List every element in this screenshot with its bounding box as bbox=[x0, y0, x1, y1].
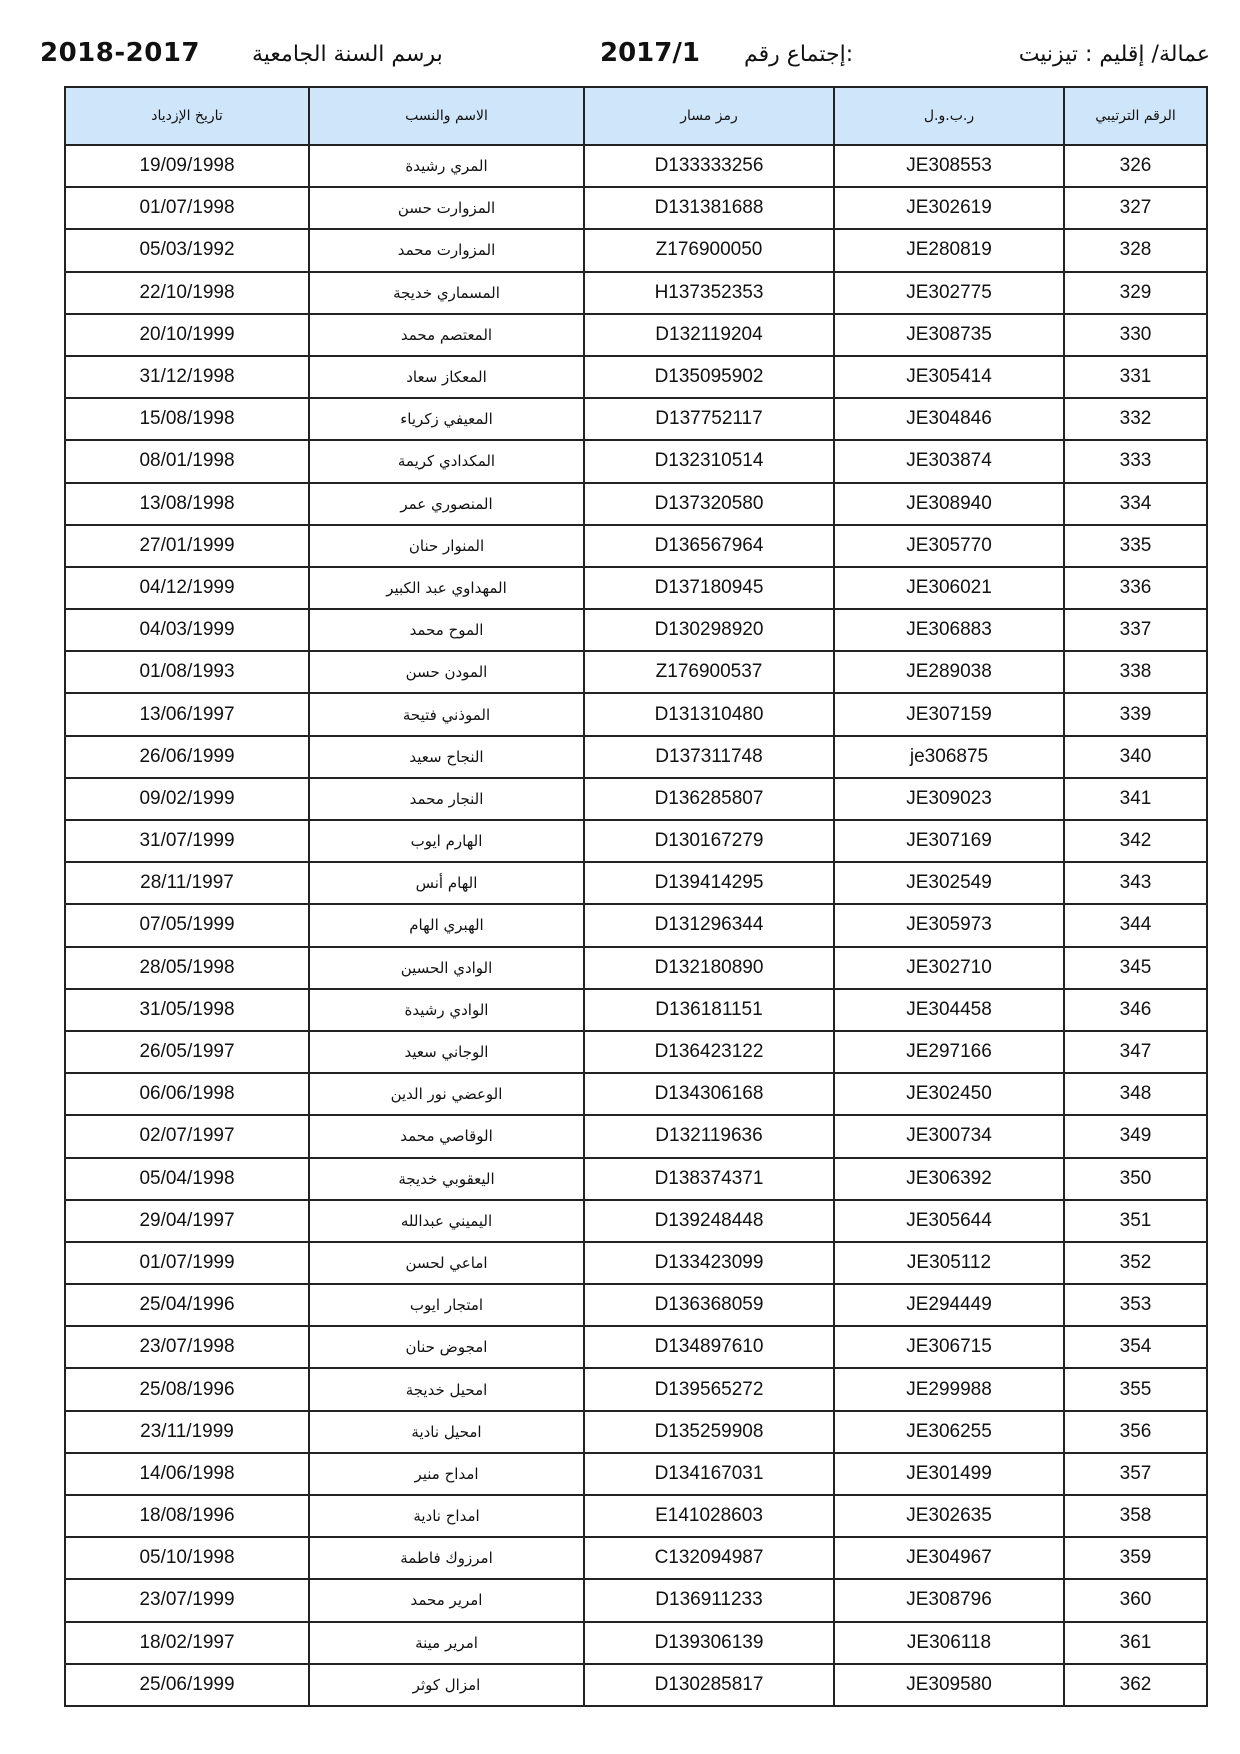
serial-number-cell: 347 bbox=[1064, 1031, 1207, 1073]
full-name-cell: امرزوك فاطمة bbox=[309, 1537, 584, 1579]
full-name-cell: النجار محمد bbox=[309, 778, 584, 820]
full-name-cell: المودن حسن bbox=[309, 651, 584, 693]
cne-cell: JE305112 bbox=[834, 1242, 1064, 1284]
serial-number-cell: 329 bbox=[1064, 272, 1207, 314]
cne-cell: JE308735 bbox=[834, 314, 1064, 356]
birth-date-cell: 20/10/1999 bbox=[65, 314, 309, 356]
full-name-cell: امحيل خديجة bbox=[309, 1368, 584, 1410]
full-name-cell: المزوارت حسن bbox=[309, 187, 584, 229]
table-row bbox=[65, 356, 1207, 398]
table-row bbox=[65, 1537, 1207, 1579]
serial-number-cell: 330 bbox=[1064, 314, 1207, 356]
table-row bbox=[65, 1453, 1207, 1495]
table-row bbox=[65, 862, 1207, 904]
cne-cell: JE306715 bbox=[834, 1326, 1064, 1368]
table-row bbox=[65, 1031, 1207, 1073]
table-row bbox=[65, 314, 1207, 356]
meeting-number: 2017/1 bbox=[600, 38, 700, 68]
massar-code-cell: D132119636 bbox=[584, 1115, 834, 1157]
birth-date-cell: 05/03/1992 bbox=[65, 229, 309, 271]
massar-code-cell: D131296344 bbox=[584, 904, 834, 946]
birth-date-cell: 25/08/1996 bbox=[65, 1368, 309, 1410]
cne-cell: JE302710 bbox=[834, 947, 1064, 989]
full-name-cell: النجاح سعيد bbox=[309, 736, 584, 778]
birth-date-cell: 28/05/1998 bbox=[65, 947, 309, 989]
birth-date-cell: 23/11/1999 bbox=[65, 1411, 309, 1453]
page-header bbox=[40, 38, 1210, 78]
cne-cell: JE305973 bbox=[834, 904, 1064, 946]
massar-code-cell: D131310480 bbox=[584, 693, 834, 735]
birth-date-cell: 23/07/1999 bbox=[65, 1579, 309, 1621]
cne-cell: JE280819 bbox=[834, 229, 1064, 271]
massar-code-cell: D132180890 bbox=[584, 947, 834, 989]
cne-cell: JE302635 bbox=[834, 1495, 1064, 1537]
massar-code-cell: D135259908 bbox=[584, 1411, 834, 1453]
cne-cell: JE302619 bbox=[834, 187, 1064, 229]
full-name-cell: امداح منير bbox=[309, 1453, 584, 1495]
full-name-cell: امحيل نادية bbox=[309, 1411, 584, 1453]
serial-number-cell: 345 bbox=[1064, 947, 1207, 989]
table-row bbox=[65, 1495, 1207, 1537]
table-row bbox=[65, 1158, 1207, 1200]
serial-number-cell: 350 bbox=[1064, 1158, 1207, 1200]
birth-date-cell: 26/05/1997 bbox=[65, 1031, 309, 1073]
birth-date-cell: 18/02/1997 bbox=[65, 1622, 309, 1664]
cne-cell: JE294449 bbox=[834, 1284, 1064, 1326]
full-name-cell: الوادي الحسين bbox=[309, 947, 584, 989]
full-name-cell: الهام أنس bbox=[309, 862, 584, 904]
massar-code-cell: D139414295 bbox=[584, 862, 834, 904]
full-name-cell: الهبري الهام bbox=[309, 904, 584, 946]
full-name-cell: امرير مينة bbox=[309, 1622, 584, 1664]
massar-code-cell: D136285807 bbox=[584, 778, 834, 820]
massar-code-cell: D139565272 bbox=[584, 1368, 834, 1410]
table-row bbox=[65, 272, 1207, 314]
birth-date-cell: 25/04/1996 bbox=[65, 1284, 309, 1326]
cne-cell: JE304846 bbox=[834, 398, 1064, 440]
serial-number-cell: 354 bbox=[1064, 1326, 1207, 1368]
full-name-cell: المزوارت محمد bbox=[309, 229, 584, 271]
massar-code-cell: Z176900537 bbox=[584, 651, 834, 693]
massar-code-cell: E141028603 bbox=[584, 1495, 834, 1537]
birth-date-cell: 31/07/1999 bbox=[65, 820, 309, 862]
cne-cell: JE302450 bbox=[834, 1073, 1064, 1115]
cne-cell: JE308940 bbox=[834, 483, 1064, 525]
full-name-cell: الهارم ايوب bbox=[309, 820, 584, 862]
table-header-row bbox=[65, 87, 1207, 145]
massar-code-cell: D136423122 bbox=[584, 1031, 834, 1073]
birth-date-cell: 05/10/1998 bbox=[65, 1537, 309, 1579]
birth-date-cell: 31/05/1998 bbox=[65, 989, 309, 1031]
massar-code-cell: H137352353 bbox=[584, 272, 834, 314]
serial-number-cell: 331 bbox=[1064, 356, 1207, 398]
birth-date-cell: 04/12/1999 bbox=[65, 567, 309, 609]
academic-year: 2018-2017 bbox=[40, 38, 201, 68]
table-row bbox=[65, 1326, 1207, 1368]
massar-code-cell: D139306139 bbox=[584, 1622, 834, 1664]
massar-code-cell: D130298920 bbox=[584, 609, 834, 651]
table-row bbox=[65, 989, 1207, 1031]
full-name-cell: الوعضي نور الدين bbox=[309, 1073, 584, 1115]
birth-date-cell: 25/06/1999 bbox=[65, 1664, 309, 1706]
cne-cell: JE309023 bbox=[834, 778, 1064, 820]
province-label: عمالة/ إقليم : تيزنيت bbox=[1018, 42, 1210, 67]
birth-date-cell: 05/04/1998 bbox=[65, 1158, 309, 1200]
cne-cell: JE289038 bbox=[834, 651, 1064, 693]
cne-cell: JE304458 bbox=[834, 989, 1064, 1031]
massar-code-cell: D133423099 bbox=[584, 1242, 834, 1284]
birth-date-cell: 06/06/1998 bbox=[65, 1073, 309, 1115]
massar-code-cell: D136368059 bbox=[584, 1284, 834, 1326]
full-name-cell: المكدادي كريمة bbox=[309, 440, 584, 482]
serial-number-cell: 328 bbox=[1064, 229, 1207, 271]
serial-number-cell: 336 bbox=[1064, 567, 1207, 609]
cne-cell: JE306118 bbox=[834, 1622, 1064, 1664]
cne-cell: JE301499 bbox=[834, 1453, 1064, 1495]
table-row bbox=[65, 398, 1207, 440]
serial-number-cell: 327 bbox=[1064, 187, 1207, 229]
serial-number-cell: 353 bbox=[1064, 1284, 1207, 1326]
full-name-cell: امداح نادية bbox=[309, 1495, 584, 1537]
serial-number-cell: 326 bbox=[1064, 145, 1207, 187]
cne-cell: JE305770 bbox=[834, 525, 1064, 567]
birth-date-cell: 19/09/1998 bbox=[65, 145, 309, 187]
academic-year-label: برسم السنة الجامعية bbox=[252, 42, 443, 67]
student-roster-table bbox=[64, 86, 1208, 1707]
massar-code-cell: D134897610 bbox=[584, 1326, 834, 1368]
cne-cell: JE306021 bbox=[834, 567, 1064, 609]
table-row bbox=[65, 820, 1207, 862]
table-row bbox=[65, 1664, 1207, 1706]
full-name-cell: الموذني فتيحة bbox=[309, 693, 584, 735]
full-name-cell: اماعي لحسن bbox=[309, 1242, 584, 1284]
cne-cell: JE305414 bbox=[834, 356, 1064, 398]
serial-number-cell: 362 bbox=[1064, 1664, 1207, 1706]
full-name-cell: المري رشيدة bbox=[309, 145, 584, 187]
massar-code-cell: D137180945 bbox=[584, 567, 834, 609]
full-name-cell: الموح محمد bbox=[309, 609, 584, 651]
full-name-cell: امجوض حنان bbox=[309, 1326, 584, 1368]
table-row bbox=[65, 1368, 1207, 1410]
cne-cell: JE304967 bbox=[834, 1537, 1064, 1579]
massar-code-cell: D136181151 bbox=[584, 989, 834, 1031]
birth-date-cell: 01/07/1998 bbox=[65, 187, 309, 229]
table-row bbox=[65, 778, 1207, 820]
massar-code-cell: D139248448 bbox=[584, 1200, 834, 1242]
serial-number-cell: 343 bbox=[1064, 862, 1207, 904]
birth-date-cell: 07/05/1999 bbox=[65, 904, 309, 946]
cne-cell: JE297166 bbox=[834, 1031, 1064, 1073]
serial-number-cell: 339 bbox=[1064, 693, 1207, 735]
serial-number-cell: 344 bbox=[1064, 904, 1207, 946]
table-row bbox=[65, 904, 1207, 946]
full-name-cell: المعتصم محمد bbox=[309, 314, 584, 356]
table-row bbox=[65, 187, 1207, 229]
full-name-cell: اليميني عبدالله bbox=[309, 1200, 584, 1242]
table-row bbox=[65, 1073, 1207, 1115]
serial-number-cell: 355 bbox=[1064, 1368, 1207, 1410]
table-row bbox=[65, 947, 1207, 989]
massar-code-cell: D132119204 bbox=[584, 314, 834, 356]
serial-number-cell: 340 bbox=[1064, 736, 1207, 778]
table-row bbox=[65, 483, 1207, 525]
cne-cell: JE303874 bbox=[834, 440, 1064, 482]
full-name-cell: امزال كوثر bbox=[309, 1664, 584, 1706]
cne-cell: JE305644 bbox=[834, 1200, 1064, 1242]
serial-number-cell: 332 bbox=[1064, 398, 1207, 440]
serial-number-cell: 351 bbox=[1064, 1200, 1207, 1242]
full-name-cell: المهداوي عبد الكبير bbox=[309, 567, 584, 609]
birth-date-cell: 13/06/1997 bbox=[65, 693, 309, 735]
full-name-cell: المعيفي زكرياء bbox=[309, 398, 584, 440]
birth-date-cell: 01/07/1999 bbox=[65, 1242, 309, 1284]
table-row bbox=[65, 1579, 1207, 1621]
table-row bbox=[65, 229, 1207, 271]
birth-date-cell: 22/10/1998 bbox=[65, 272, 309, 314]
serial-number-cell: 337 bbox=[1064, 609, 1207, 651]
birth-date-cell: 13/08/1998 bbox=[65, 483, 309, 525]
cne-cell: JE308553 bbox=[834, 145, 1064, 187]
massar-code-cell: D137752117 bbox=[584, 398, 834, 440]
serial-number-cell: 346 bbox=[1064, 989, 1207, 1031]
birth-date-cell: 27/01/1999 bbox=[65, 525, 309, 567]
birth-date-cell: 04/03/1999 bbox=[65, 609, 309, 651]
cne-cell: JE306255 bbox=[834, 1411, 1064, 1453]
full-name-cell: المسماري خديجة bbox=[309, 272, 584, 314]
cne-cell: JE307169 bbox=[834, 820, 1064, 862]
massar-code-cell: D133333256 bbox=[584, 145, 834, 187]
full-name-cell: امتجار ايوب bbox=[309, 1284, 584, 1326]
cne-cell: je306875 bbox=[834, 736, 1064, 778]
table-row bbox=[65, 1200, 1207, 1242]
massar-code-cell: D138374371 bbox=[584, 1158, 834, 1200]
cne-cell: JE300734 bbox=[834, 1115, 1064, 1157]
table-row bbox=[65, 145, 1207, 187]
full-name-cell: المعكاز سعاد bbox=[309, 356, 584, 398]
serial-number-cell: 334 bbox=[1064, 483, 1207, 525]
massar-code-cell: D135095902 bbox=[584, 356, 834, 398]
full-name-cell: اليعقوبي خديجة bbox=[309, 1158, 584, 1200]
full-name-cell: الوقاصي محمد bbox=[309, 1115, 584, 1157]
table-row bbox=[65, 693, 1207, 735]
column-header-cne: ر.ب.و.ل bbox=[834, 87, 1064, 145]
massar-code-cell: D137311748 bbox=[584, 736, 834, 778]
full-name-cell: المنصوري عمر bbox=[309, 483, 584, 525]
table-row bbox=[65, 1411, 1207, 1453]
birth-date-cell: 08/01/1998 bbox=[65, 440, 309, 482]
massar-code-cell: D137320580 bbox=[584, 483, 834, 525]
meeting-label: إجتماع رقم: bbox=[744, 42, 854, 67]
full-name-cell: المنوار حنان bbox=[309, 525, 584, 567]
serial-number-cell: 359 bbox=[1064, 1537, 1207, 1579]
serial-number-cell: 341 bbox=[1064, 778, 1207, 820]
table-row bbox=[65, 1284, 1207, 1326]
massar-code-cell: D136911233 bbox=[584, 1579, 834, 1621]
serial-number-cell: 352 bbox=[1064, 1242, 1207, 1284]
massar-code-cell: Z176900050 bbox=[584, 229, 834, 271]
serial-number-cell: 335 bbox=[1064, 525, 1207, 567]
cne-cell: JE306392 bbox=[834, 1158, 1064, 1200]
cne-cell: JE302549 bbox=[834, 862, 1064, 904]
birth-date-cell: 28/11/1997 bbox=[65, 862, 309, 904]
table-row bbox=[65, 1242, 1207, 1284]
birth-date-cell: 31/12/1998 bbox=[65, 356, 309, 398]
massar-code-cell: D132310514 bbox=[584, 440, 834, 482]
full-name-cell: امرير محمد bbox=[309, 1579, 584, 1621]
birth-date-cell: 18/08/1996 bbox=[65, 1495, 309, 1537]
serial-number-cell: 357 bbox=[1064, 1453, 1207, 1495]
table-row bbox=[65, 1622, 1207, 1664]
table-row bbox=[65, 609, 1207, 651]
table-row bbox=[65, 736, 1207, 778]
birth-date-cell: 29/04/1997 bbox=[65, 1200, 309, 1242]
full-name-cell: الوادي رشيدة bbox=[309, 989, 584, 1031]
serial-number-cell: 361 bbox=[1064, 1622, 1207, 1664]
birth-date-cell: 15/08/1998 bbox=[65, 398, 309, 440]
serial-number-cell: 356 bbox=[1064, 1411, 1207, 1453]
birth-date-cell: 26/06/1999 bbox=[65, 736, 309, 778]
table-row bbox=[65, 567, 1207, 609]
birth-date-cell: 01/08/1993 bbox=[65, 651, 309, 693]
cne-cell: JE308796 bbox=[834, 1579, 1064, 1621]
column-header-birth-date: تاريخ الإزدياد bbox=[65, 87, 309, 145]
massar-code-cell: D130285817 bbox=[584, 1664, 834, 1706]
serial-number-cell: 348 bbox=[1064, 1073, 1207, 1115]
table-row bbox=[65, 525, 1207, 567]
birth-date-cell: 23/07/1998 bbox=[65, 1326, 309, 1368]
full-name-cell: الوجاني سعيد bbox=[309, 1031, 584, 1073]
column-header-full-name: الاسم والنسب bbox=[309, 87, 584, 145]
massar-code-cell: D134306168 bbox=[584, 1073, 834, 1115]
cne-cell: JE302775 bbox=[834, 272, 1064, 314]
birth-date-cell: 09/02/1999 bbox=[65, 778, 309, 820]
serial-number-cell: 333 bbox=[1064, 440, 1207, 482]
birth-date-cell: 02/07/1997 bbox=[65, 1115, 309, 1157]
serial-number-cell: 342 bbox=[1064, 820, 1207, 862]
column-header-serial: الرقم الترتيبي bbox=[1064, 87, 1207, 145]
serial-number-cell: 338 bbox=[1064, 651, 1207, 693]
serial-number-cell: 349 bbox=[1064, 1115, 1207, 1157]
cne-cell: JE299988 bbox=[834, 1368, 1064, 1410]
cne-cell: JE307159 bbox=[834, 693, 1064, 735]
table-row bbox=[65, 1115, 1207, 1157]
table-row bbox=[65, 440, 1207, 482]
cne-cell: JE306883 bbox=[834, 609, 1064, 651]
cne-cell: JE309580 bbox=[834, 1664, 1064, 1706]
serial-number-cell: 358 bbox=[1064, 1495, 1207, 1537]
serial-number-cell: 360 bbox=[1064, 1579, 1207, 1621]
birth-date-cell: 14/06/1998 bbox=[65, 1453, 309, 1495]
massar-code-cell: D130167279 bbox=[584, 820, 834, 862]
massar-code-cell: D131381688 bbox=[584, 187, 834, 229]
table-body bbox=[65, 145, 1207, 1706]
column-header-massar-code: رمز مسار bbox=[584, 87, 834, 145]
massar-code-cell: D136567964 bbox=[584, 525, 834, 567]
massar-code-cell: D134167031 bbox=[584, 1453, 834, 1495]
table-row bbox=[65, 651, 1207, 693]
massar-code-cell: C132094987 bbox=[584, 1537, 834, 1579]
